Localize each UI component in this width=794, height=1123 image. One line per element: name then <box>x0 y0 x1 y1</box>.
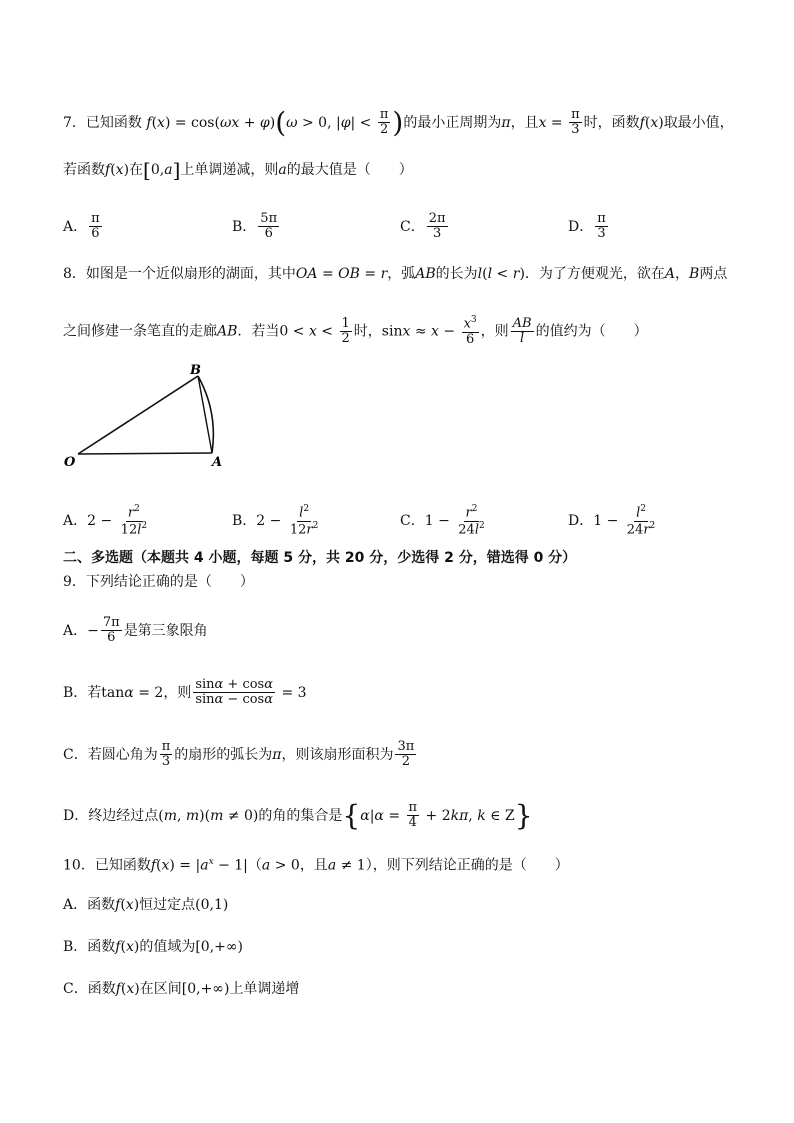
sector-figure <box>60 360 240 472</box>
label-b: B <box>190 363 201 378</box>
q8-option-d: D．1 − $\frac{l^2}{24r^2}$ <box>568 504 656 537</box>
q9-option-a: A．− $\frac{7\pi}{6}$ 是第三象限角 <box>63 615 208 646</box>
q8-option-b: B．2 − $\frac{l^2}{12r^2}$ <box>232 504 319 537</box>
q9-stem: 9．下列结论正确的是（ ） <box>63 574 254 590</box>
q10-option-a: A．函数f(x)恒过定点(0,1) <box>63 897 229 913</box>
q10-option-c: C．函数f(x)在区间[0,+∞)上单调递增 <box>63 981 300 997</box>
q7-option-b: B． $\frac{5\pi}{6}$ <box>232 211 278 242</box>
segment-oa <box>78 453 212 454</box>
q10-option-b: B．函数f(x)的值域为[0,+∞) <box>63 939 244 955</box>
label-a: A <box>212 455 223 470</box>
section-title: 二、多选题（本题共 4 小题，每题 5 分，共 20 分，少选得 2 分，错选得 0 分） <box>63 550 577 566</box>
q8-line2: 之间修建一条笔直的走廊AB．若当0 < x < $\frac{1}{2}$ 时，sinx ≈ x − $\frac{x^3}{6}$ ，则 $\frac{AB}{l}$ 的值约为（ ） <box>63 315 648 347</box>
segment-ab <box>198 376 212 453</box>
q7-option-d: D． $\frac{\pi}{3}$ <box>568 211 606 242</box>
q8-line1: 8．如图是一个近似扇形的湖面，其中OA = OB = r，弧AB的长为l(l < r)．为了方便观光，欲在A，B两点 <box>63 266 728 282</box>
q7-line1: 7．已知函数 f(x) = cos(ωx + φ)(ω > 0, |φ| < $\frac{\pi}{2}$ )的最小正周期为π，且x = $\frac{\pi}{3}$ 时，函数f(x)取最小值， <box>63 105 734 139</box>
q9-option-c: C．若圆心角为 $\frac{\pi}{3}$ 的扇形的弧长为π，则该扇形面积为 $\frac{3\pi}{2}$ <box>63 739 415 770</box>
q9-option-d: D．终边经过点(m, m)(m ≠ 0)的角的集合是{α|α = $\frac{\pi}{4}$ + 2kπ, k ∈ Z} <box>63 798 533 832</box>
q7-line2: 若函数f(x)在[0,a]上单调递减，则a的最大值是（ ） <box>63 158 413 182</box>
q7-option-a: A． $\frac{\pi}{6}$ <box>63 211 100 242</box>
q9-option-b: B．若tanα = 2，则 $\frac{\sin\alpha + \cos\alpha}{\sin\alpha - \cos\alpha}$ = 3 <box>63 677 307 708</box>
q7-option-c: C． $\frac{2\pi}{3}$ <box>400 211 446 242</box>
segment-ob <box>78 376 198 454</box>
q8-option-a: A．2 − $\frac{r^2}{12l^2}$ <box>63 504 148 537</box>
label-o: O <box>64 455 76 470</box>
q8-option-c: C．1 − $\frac{r^2}{24l^2}$ <box>400 504 485 537</box>
q10-line1: 10．已知函数$f(x) = |a^x - 1|(a > 0$，且a ≠ 1），则下列结论正确的是（ ） <box>63 857 569 874</box>
